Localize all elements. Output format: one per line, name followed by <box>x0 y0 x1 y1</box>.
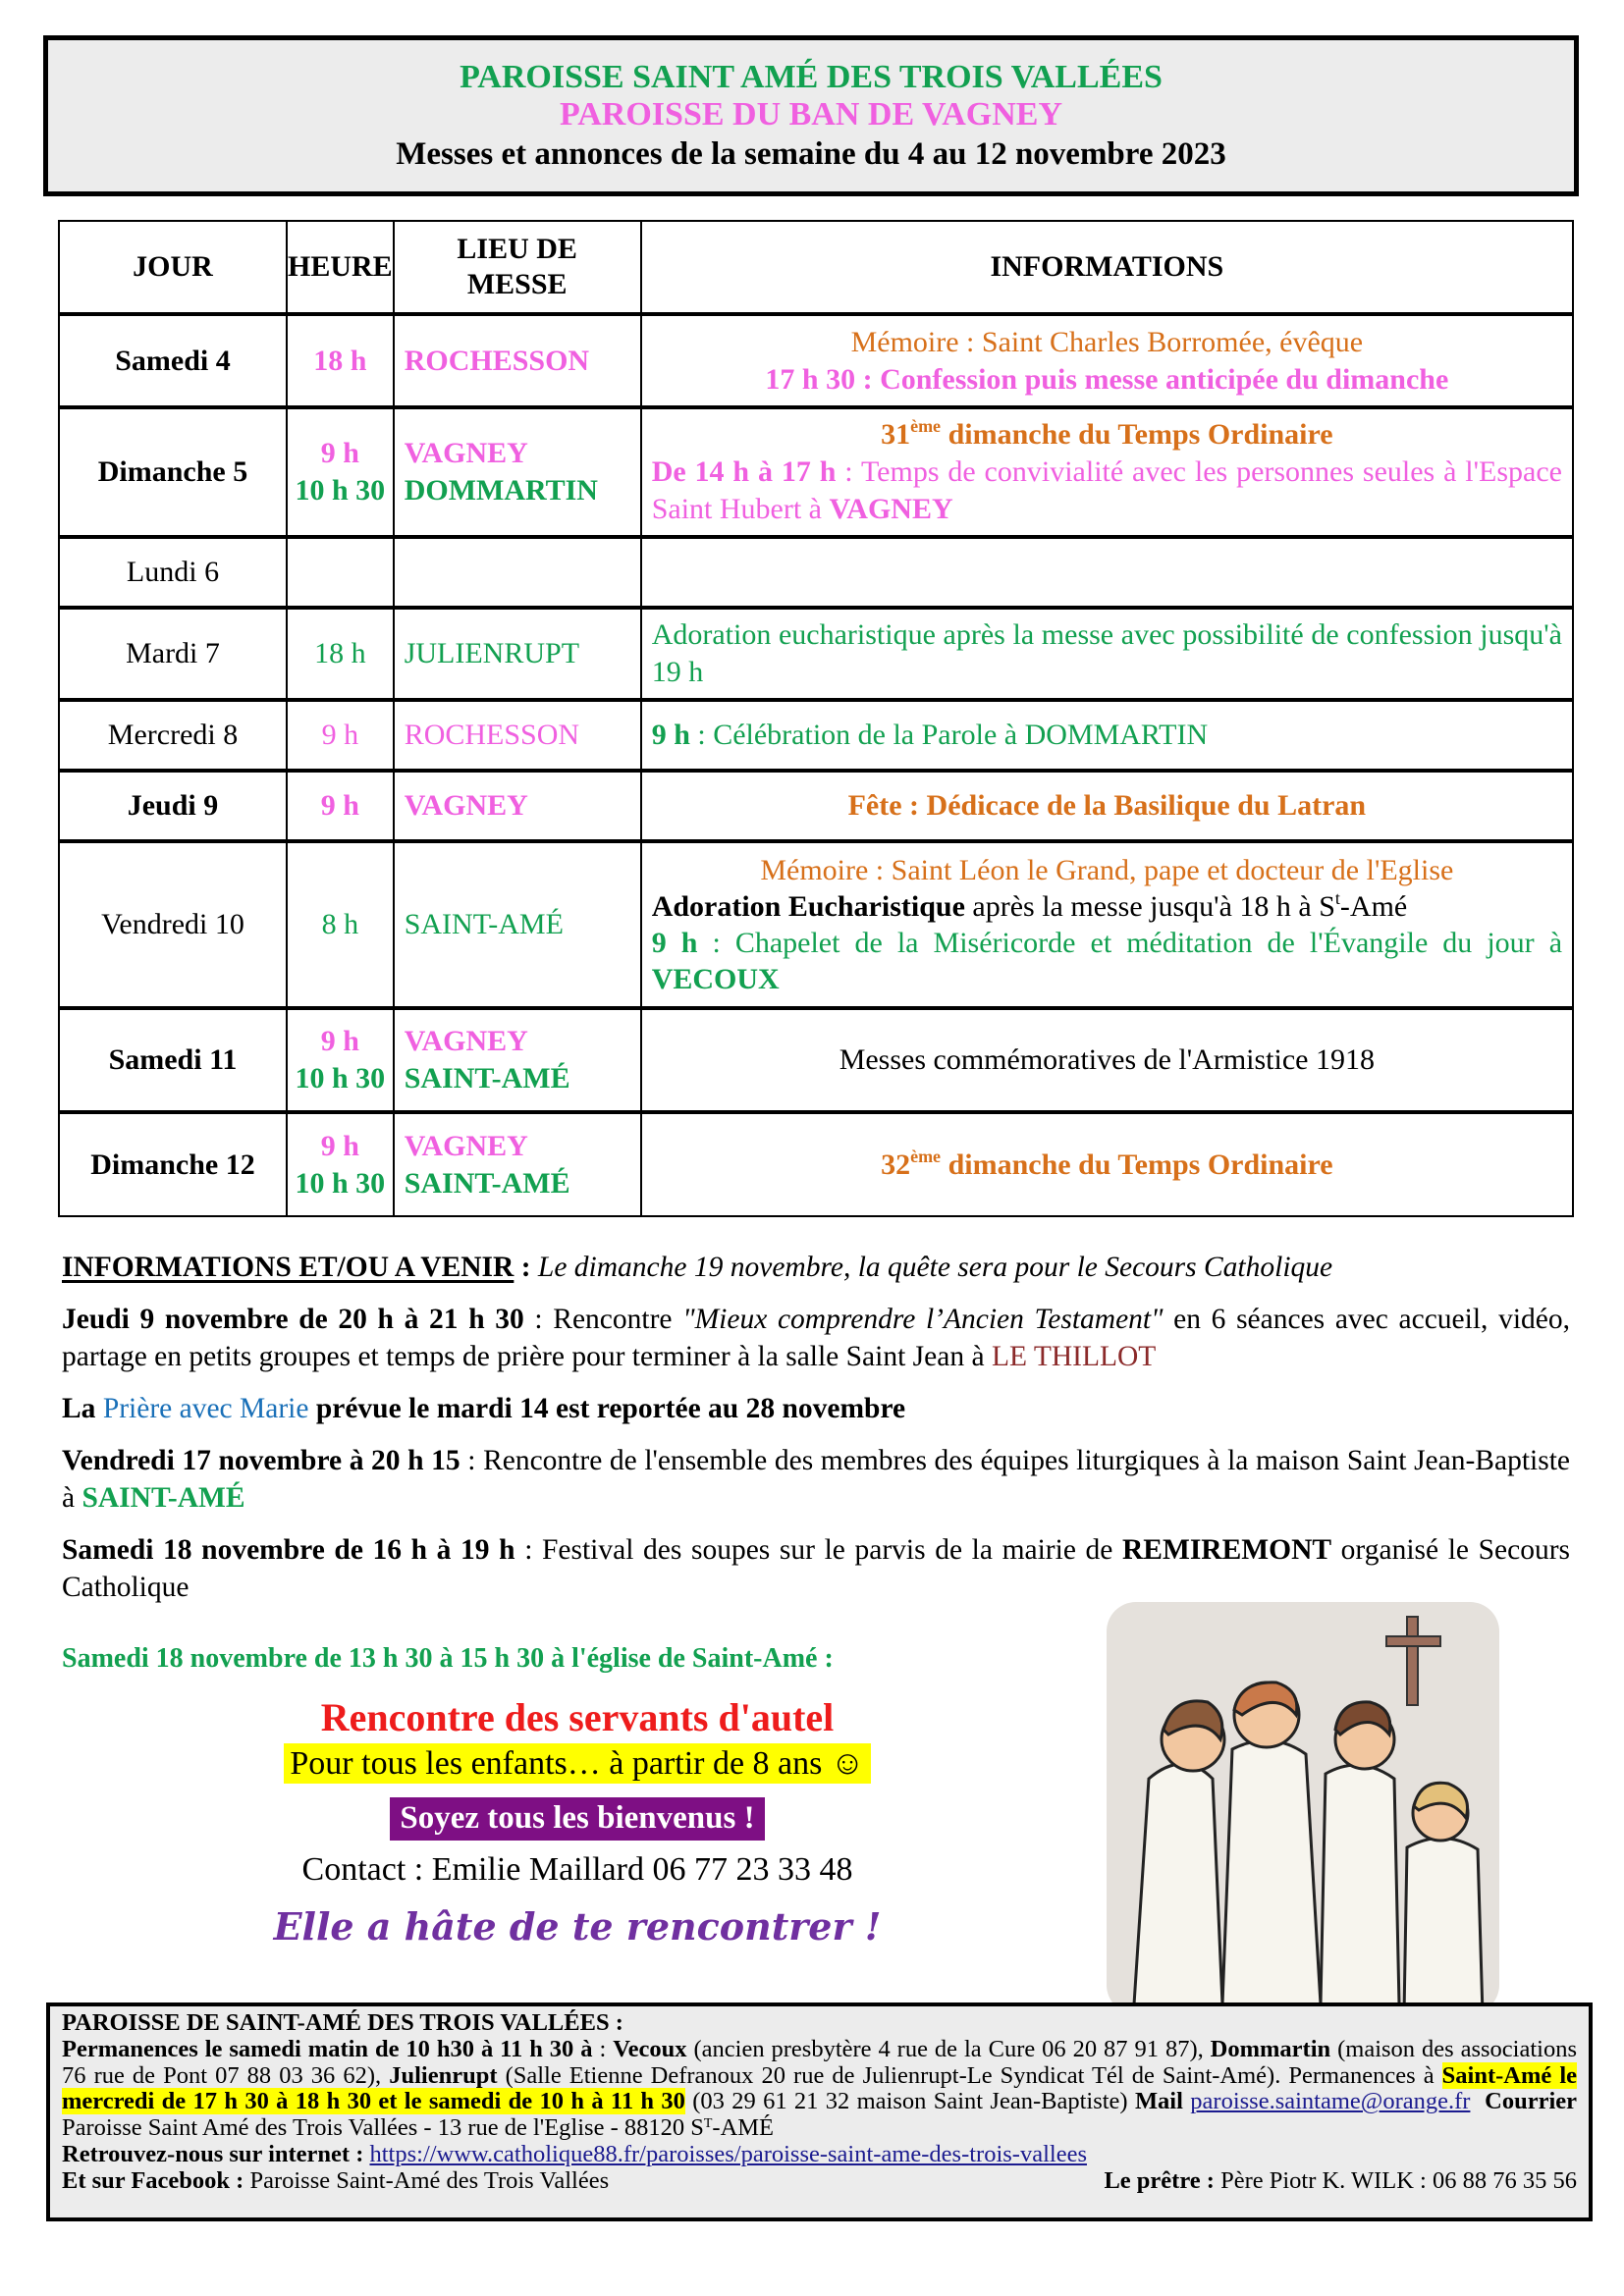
row-time: 9 h 10 h 30 <box>287 1112 394 1216</box>
row-place: ROCHESSON <box>394 314 641 407</box>
row-info: Mémoire : Saint Léon le Grand, pape et docteur de l'Eglise Adoration Eucharistique après la messe jusqu'à 18 h à $S^t$-Amé 9 h : Chapelet de la Miséricorde et méditation de l'Évangile du jour à VECOUX <box>641 841 1573 1008</box>
event-welcome: Soyez tous les bienvenus ! <box>62 1800 1093 1837</box>
schedule-table <box>58 220 1574 1217</box>
announcements <box>62 1249 1570 1621</box>
row-time: 8 h <box>287 841 394 1008</box>
table-row <box>59 1112 1573 1216</box>
row-day: Lundi 6 <box>59 537 287 608</box>
row-info: 9 h : Célébration de la Parole à DOMMARTIN <box>641 700 1573 771</box>
altar-servers-event <box>62 1643 1093 1949</box>
footer-priest: Le prêtre : Père Piotr K. WILK : 06 88 76 35 56 <box>1104 2166 1577 2194</box>
row-info: 32ème dimanche du Temps Ordinaire <box>641 1112 1573 1216</box>
event-contact: Contact : Emilie Maillard 06 77 23 33 48 <box>301 1851 853 1888</box>
row-place: VAGNEY SAINT-AMÉ <box>394 1008 641 1112</box>
row-time: 18 h <box>287 608 394 700</box>
row-day: Dimanche 5 <box>59 407 287 537</box>
table-row <box>59 407 1573 537</box>
row-time: 9 h <box>287 771 394 841</box>
event-title: Rencontre des servants d'autel <box>320 1695 835 1739</box>
row-place: VAGNEY SAINT-AMÉ <box>394 1112 641 1216</box>
announcement-item: Samedi 18 novembre de 16 h à 19 h : Festival des soupes sur le parvis de la mairie de REMIREMONT organisé le Secours Catholique <box>62 1534 1571 1603</box>
parish-contact-box <box>46 2002 1593 2221</box>
row-info: Mémoire : Saint Charles Borromée, évêque 17 h 30 : Confession puis messe anticipée du dimanche <box>641 314 1573 407</box>
email-link[interactable]: paroisse.saintame@orange.fr <box>1190 2088 1471 2115</box>
row-day: Samedi 11 <box>59 1008 287 1112</box>
row-place: SAINT-AMÉ <box>394 841 641 1008</box>
table-row <box>59 537 1573 608</box>
row-day: Mardi 7 <box>59 608 287 700</box>
footer-permanences: Permanences le samedi matin de 10 h30 à 11 h 30 à : Vecoux (ancien presbytère 4 rue de la Cure 06 20 87 91 87), Dommartin (maison des associations 76 rue de Pont 07 88 03 36 62), Julienrupt (Salle Etienne Defranoux 20 rue de Julienrupt-Le Syndicat Tél de Saint-Amé). Permanences à Saint-Amé le mercredi de 17 h 30 à 18 h 30 et le samedi de 10 h à 11 h 30 (03 29 61 21 32 maison Saint Jean-Baptiste) Mail paroisse.saintame@orange.fr Courrier Paroisse Saint Amé des Trois Vallées - 13 rue de l'Eglise - 88120 $S^T$-AMÉ <box>62 2035 1578 2142</box>
row-info <box>641 537 1573 608</box>
row-info: Adoration eucharistique après la messe avec possibilité de confession jusqu'à 19 h <box>641 608 1573 700</box>
footer-last-line <box>62 2168 1577 2195</box>
announcement-item: Jeudi 9 novembre de 20 h à 21 h 30 : Rencontre "Mieux comprendre l’Ancien Testament" en 6 séances avec accueil, vidéo, partage en petits groupes et temps de prière pour terminer à la salle Saint Jean à LE THILLOT <box>62 1304 1570 1372</box>
row-place <box>394 537 641 608</box>
week-title: Messes et annonces de la semaine du 4 au 12 novembre 2023 <box>396 136 1226 172</box>
table-row <box>59 700 1573 771</box>
row-info: 31ème dimanche du Temps Ordinaire De 14 h à 17 h : Temps de convivialité avec les personnes seules à l'Espace Saint Hubert à VAGNEY <box>641 407 1573 537</box>
row-day: Mercredi 8 <box>59 700 287 771</box>
row-time <box>287 537 394 608</box>
parish-title: PAROISSE SAINT AMÉ DES TROIS VALLÉES <box>460 59 1163 95</box>
row-time: 18 h <box>287 314 394 407</box>
footer-title: PAROISSE DE SAINT-AMÉ DES TROIS VALLÉES : <box>62 2009 623 2036</box>
table-header-row <box>59 221 1573 314</box>
row-place: JULIENRUPT <box>394 608 641 700</box>
header-day: JOUR <box>59 221 287 314</box>
event-audience: Pour tous les enfants… à partir de 8 ans ☺ <box>62 1745 1093 1783</box>
header-time: HEURE <box>287 221 394 314</box>
row-place: VAGNEY DOMMARTIN <box>394 407 641 537</box>
table-row <box>59 314 1573 407</box>
announcements-heading: INFORMATIONS ET/OU A VENIR : Le dimanche 19 novembre, la quête sera pour le Secours Catholique <box>62 1252 1333 1283</box>
parish-subtitle: PAROISSE DU BAN DE VAGNEY <box>560 96 1062 133</box>
header-box <box>43 35 1579 196</box>
row-info: Fête : Dédicace de la Basilique du Latran <box>641 771 1573 841</box>
footer-facebook: Et sur Facebook : Paroisse Saint-Amé des Trois Vallées <box>62 2166 610 2194</box>
announcement-item: Vendredi 17 novembre à 20 h 15 : Rencontre de l'ensemble des membres des équipes liturgiques à la maison Saint Jean-Baptiste à SAINT-AMÉ <box>62 1445 1570 1514</box>
footer-internet: Retrouvez-nous sur internet : https://www.catholique88.fr/paroisses/paroisse-saint-ame-des-trois-vallees <box>62 2140 1087 2167</box>
row-day: Samedi 4 <box>59 314 287 407</box>
row-day: Jeudi 9 <box>59 771 287 841</box>
table-row <box>59 841 1573 1008</box>
table-row <box>59 771 1573 841</box>
announcement-item: La Prière avec Marie prévue le mardi 14 est reportée au 28 novembre <box>62 1393 906 1424</box>
row-info: Messes commémoratives de l'Armistice 1918 <box>641 1008 1573 1112</box>
row-day: Dimanche 12 <box>59 1112 287 1216</box>
row-time: 9 h 10 h 30 <box>287 407 394 537</box>
altar-servers-illustration <box>1095 1592 1527 2014</box>
website-link[interactable]: https://www.catholique88.fr/paroisses/paroisse-saint-ame-des-trois-vallees <box>369 2140 1087 2167</box>
header-info: INFORMATIONS <box>641 221 1573 314</box>
event-date: Samedi 18 novembre de 13 h 30 à 15 h 30 à l'église de Saint-Amé : <box>62 1643 834 1674</box>
header-place: LIEU DE MESSE <box>394 221 641 314</box>
row-place: ROCHESSON <box>394 700 641 771</box>
row-place: VAGNEY <box>394 771 641 841</box>
event-tagline: Elle a hâte de te rencontrer ! <box>273 1904 882 1949</box>
table-row <box>59 608 1573 700</box>
row-time: 9 h <box>287 700 394 771</box>
row-day: Vendredi 10 <box>59 841 287 1008</box>
table-row <box>59 1008 1573 1112</box>
row-time: 9 h 10 h 30 <box>287 1008 394 1112</box>
